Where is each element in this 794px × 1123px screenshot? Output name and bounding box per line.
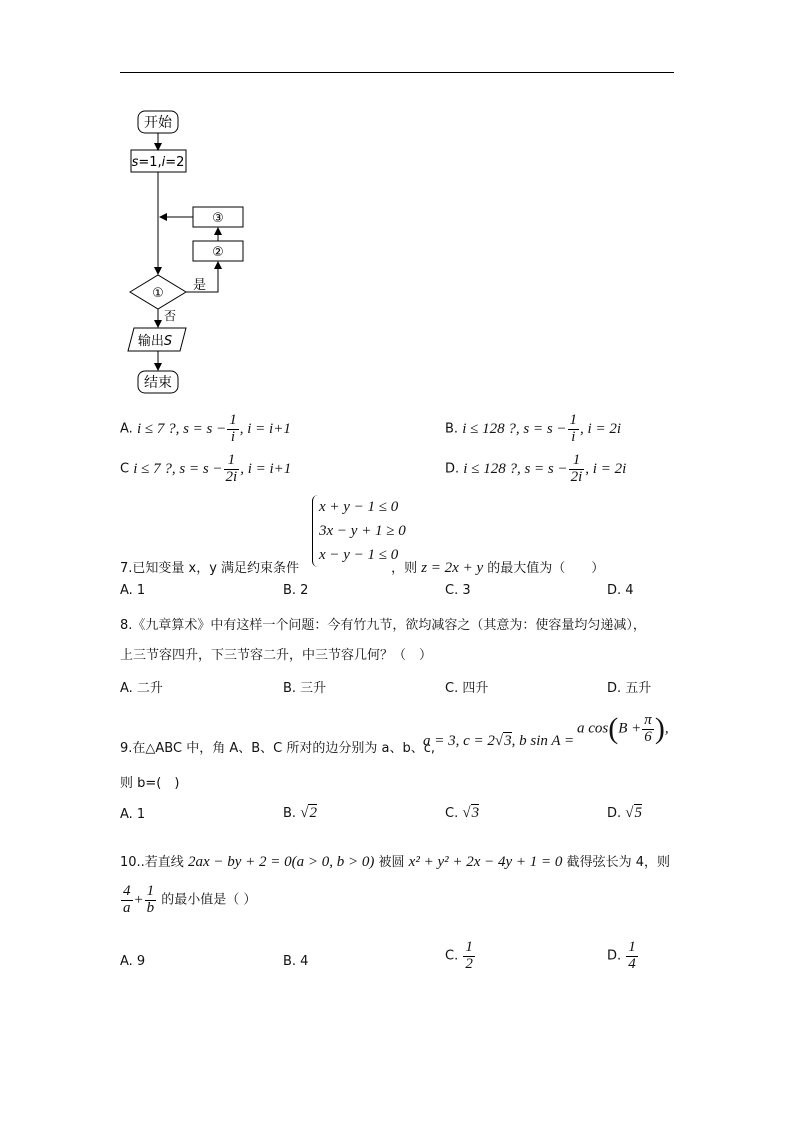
q8-option-a: A. 二升	[120, 681, 163, 696]
start-text: 开始	[144, 115, 172, 131]
q7-option-c: C. 3	[445, 583, 471, 598]
box-2-text: ②	[212, 245, 224, 260]
q6-option-c: C i ≤ 7 ?, s = s − $\frac{1}{2i}$ , i = i+1	[120, 452, 292, 485]
q6-option-b: B. i ≤ 128 ?, s = s − $\frac{1}{i}$ , i = 2i	[445, 412, 621, 445]
q9-stem: 9.在△ABC 中，角 A、B、C 所对的边分别为 a、b、c,	[120, 741, 435, 756]
q9-option-c: C. √3	[445, 805, 480, 821]
q10-option-d: D. $\frac{1}{4}$	[607, 939, 636, 972]
q7-constraint-system: x + y − 1 ≤ 0 3x − y + 1 ≥ 0 x − y − 1 ≤ 0	[312, 495, 406, 567]
q9-option-d: D. √5	[607, 805, 643, 821]
q8-stem-line1: 8.《九章算术》中有这样一个问题：今有竹九节，欲均减容之（其意为：使容量均匀递减），	[120, 618, 646, 633]
flowchart	[120, 100, 260, 400]
q10-option-b: B. 4	[283, 954, 309, 969]
q10-stem: 10..若直线 2ax − by + 2 = 0(a > 0, b > 0) 被圆 x² + y² + 2x − 4y + 1 = 0 截得弦长为 4，则	[120, 854, 670, 870]
decision-text: ①	[152, 286, 164, 301]
q7-option-d: D. 4	[607, 583, 634, 598]
init-text: s=1,i=2	[131, 155, 185, 170]
q8-option-b: B. 三升	[283, 681, 327, 696]
q6-option-d: D. i ≤ 128 ?, s = s − $\frac{1}{2i}$ , i = 2i	[445, 452, 627, 485]
box-3-text: ③	[212, 211, 224, 226]
q10-option-a: A. 9	[120, 954, 146, 969]
q8-option-d: D. 五升	[607, 681, 652, 696]
q7-option-a: A. 1	[120, 583, 146, 598]
q8-option-c: C. 四升	[445, 681, 489, 696]
q8-stem-line2: 上三节容四升，下三节容二升，中三节容几何？（ ）	[120, 648, 433, 663]
q7-option-b: B. 2	[283, 583, 309, 598]
yes-label: 是	[193, 278, 207, 293]
q9-condition: a = 3, c = 2√3, b sin A =	[423, 733, 575, 749]
q9-option-a: A. 1	[120, 807, 146, 822]
q10-expression: $\frac{4}{a}$ + $\frac{1}{b}$ 的最小值是（ ）	[123, 883, 257, 916]
q9-rhs: a cos(B + $\frac{\pi}{6}$ ),	[577, 711, 669, 745]
q9-option-b: B. √2	[283, 805, 317, 821]
q7-stem: 7.已知变量 x，y 满足约束条件 ，则 z = 2x + y 的最大值为（ ）	[120, 560, 605, 576]
output-text: 输出S	[137, 334, 173, 349]
header-rule	[120, 72, 674, 73]
q9-stem-line2: 则 b=( )	[120, 776, 180, 791]
end-text: 结束	[144, 375, 172, 391]
no-label: 否	[164, 309, 177, 323]
q6-option-a: A. i ≤ 7 ?, s = s − $\frac{1}{i}$ , i = i+1	[120, 412, 291, 445]
q10-option-c: C. $\frac{1}{2}$	[445, 939, 473, 972]
